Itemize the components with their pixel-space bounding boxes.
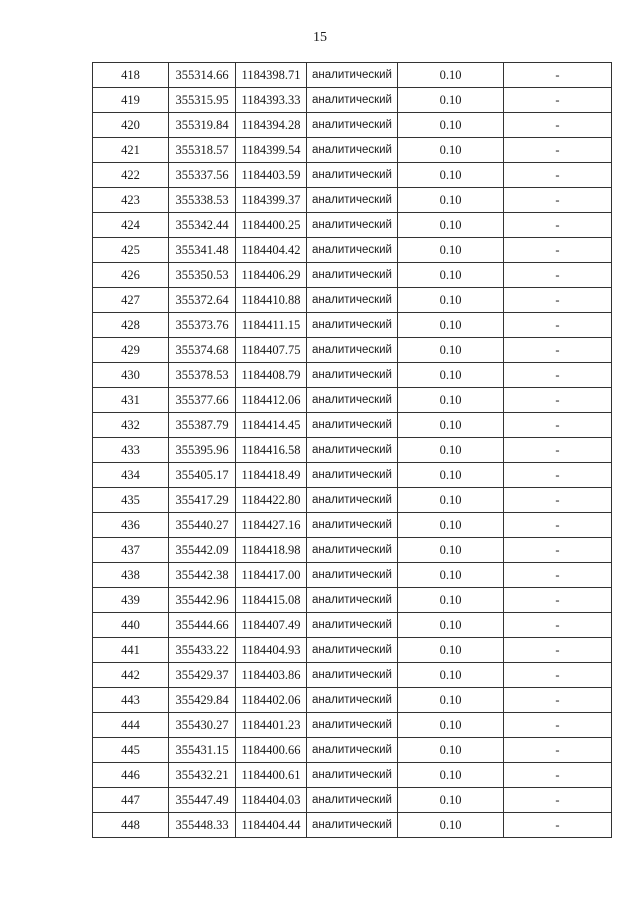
- method-cell: аналитический: [307, 238, 398, 263]
- accuracy-cell: 0.10: [398, 813, 504, 838]
- note-cell: -: [504, 813, 612, 838]
- table-row: [93, 138, 612, 163]
- y-coordinate-cell: 1184412.06: [236, 388, 307, 413]
- accuracy-cell: 0.10: [398, 513, 504, 538]
- table-row: [93, 388, 612, 413]
- accuracy-cell: 0.10: [398, 213, 504, 238]
- note-cell: -: [504, 613, 612, 638]
- note-cell: -: [504, 563, 612, 588]
- note-cell: -: [504, 588, 612, 613]
- note-cell: -: [504, 113, 612, 138]
- note-cell: -: [504, 438, 612, 463]
- y-coordinate-cell: 1184417.00: [236, 563, 307, 588]
- point-number-cell: 446: [93, 763, 169, 788]
- x-coordinate-cell: 355315.95: [169, 88, 236, 113]
- y-coordinate-cell: 1184404.42: [236, 238, 307, 263]
- accuracy-cell: 0.10: [398, 338, 504, 363]
- point-number-cell: 427: [93, 288, 169, 313]
- accuracy-cell: 0.10: [398, 788, 504, 813]
- y-coordinate-cell: 1184418.98: [236, 538, 307, 563]
- table-row: [93, 513, 612, 538]
- point-number-cell: 420: [93, 113, 169, 138]
- table-row: [93, 613, 612, 638]
- table-row: [93, 313, 612, 338]
- y-coordinate-cell: 1184427.16: [236, 513, 307, 538]
- method-cell: аналитический: [307, 588, 398, 613]
- y-coordinate-cell: 1184406.29: [236, 263, 307, 288]
- point-number-cell: 438: [93, 563, 169, 588]
- coordinates-table-body: [93, 63, 612, 838]
- point-number-cell: 437: [93, 538, 169, 563]
- x-coordinate-cell: 355444.66: [169, 613, 236, 638]
- point-number-cell: 431: [93, 388, 169, 413]
- note-cell: -: [504, 788, 612, 813]
- note-cell: -: [504, 413, 612, 438]
- y-coordinate-cell: 1184407.75: [236, 338, 307, 363]
- table-row: [93, 713, 612, 738]
- method-cell: аналитический: [307, 813, 398, 838]
- accuracy-cell: 0.10: [398, 238, 504, 263]
- accuracy-cell: 0.10: [398, 663, 504, 688]
- table-row: [93, 88, 612, 113]
- table-row: [93, 563, 612, 588]
- y-coordinate-cell: 1184404.03: [236, 788, 307, 813]
- table-row: [93, 688, 612, 713]
- y-coordinate-cell: 1184404.44: [236, 813, 307, 838]
- accuracy-cell: 0.10: [398, 438, 504, 463]
- y-coordinate-cell: 1184400.25: [236, 213, 307, 238]
- x-coordinate-cell: 355377.66: [169, 388, 236, 413]
- table-row: [93, 763, 612, 788]
- point-number-cell: 432: [93, 413, 169, 438]
- y-coordinate-cell: 1184415.08: [236, 588, 307, 613]
- x-coordinate-cell: 355342.44: [169, 213, 236, 238]
- method-cell: аналитический: [307, 613, 398, 638]
- note-cell: -: [504, 538, 612, 563]
- point-number-cell: 440: [93, 613, 169, 638]
- note-cell: -: [504, 513, 612, 538]
- x-coordinate-cell: 355433.22: [169, 638, 236, 663]
- accuracy-cell: 0.10: [398, 288, 504, 313]
- note-cell: -: [504, 213, 612, 238]
- note-cell: -: [504, 688, 612, 713]
- method-cell: аналитический: [307, 113, 398, 138]
- method-cell: аналитический: [307, 738, 398, 763]
- table-row: [93, 238, 612, 263]
- coordinates-table: [92, 62, 612, 838]
- y-coordinate-cell: 1184403.59: [236, 163, 307, 188]
- point-number-cell: 423: [93, 188, 169, 213]
- note-cell: -: [504, 188, 612, 213]
- table-row: [93, 813, 612, 838]
- table-row: [93, 663, 612, 688]
- accuracy-cell: 0.10: [398, 538, 504, 563]
- point-number-cell: 424: [93, 213, 169, 238]
- point-number-cell: 428: [93, 313, 169, 338]
- y-coordinate-cell: 1184402.06: [236, 688, 307, 713]
- table-row: [93, 363, 612, 388]
- accuracy-cell: 0.10: [398, 263, 504, 288]
- table-row: [93, 213, 612, 238]
- table-row: [93, 163, 612, 188]
- accuracy-cell: 0.10: [398, 638, 504, 663]
- point-number-cell: 422: [93, 163, 169, 188]
- x-coordinate-cell: 355372.64: [169, 288, 236, 313]
- point-number-cell: 447: [93, 788, 169, 813]
- note-cell: -: [504, 738, 612, 763]
- y-coordinate-cell: 1184411.15: [236, 313, 307, 338]
- x-coordinate-cell: 355338.53: [169, 188, 236, 213]
- table-row: [93, 463, 612, 488]
- table-row: [93, 288, 612, 313]
- point-number-cell: 429: [93, 338, 169, 363]
- method-cell: аналитический: [307, 488, 398, 513]
- accuracy-cell: 0.10: [398, 363, 504, 388]
- accuracy-cell: 0.10: [398, 388, 504, 413]
- y-coordinate-cell: 1184399.37: [236, 188, 307, 213]
- table-row: [93, 188, 612, 213]
- note-cell: -: [504, 488, 612, 513]
- point-number-cell: 441: [93, 638, 169, 663]
- point-number-cell: 435: [93, 488, 169, 513]
- table-row: [93, 638, 612, 663]
- point-number-cell: 436: [93, 513, 169, 538]
- x-coordinate-cell: 355395.96: [169, 438, 236, 463]
- x-coordinate-cell: 355442.96: [169, 588, 236, 613]
- method-cell: аналитический: [307, 63, 398, 88]
- y-coordinate-cell: 1184393.33: [236, 88, 307, 113]
- accuracy-cell: 0.10: [398, 163, 504, 188]
- note-cell: -: [504, 663, 612, 688]
- x-coordinate-cell: 355337.56: [169, 163, 236, 188]
- point-number-cell: 434: [93, 463, 169, 488]
- x-coordinate-cell: 355319.84: [169, 113, 236, 138]
- accuracy-cell: 0.10: [398, 763, 504, 788]
- accuracy-cell: 0.10: [398, 488, 504, 513]
- note-cell: -: [504, 238, 612, 263]
- point-number-cell: 445: [93, 738, 169, 763]
- page-number: 15: [313, 30, 327, 45]
- table-row: [93, 738, 612, 763]
- x-coordinate-cell: 355447.49: [169, 788, 236, 813]
- method-cell: аналитический: [307, 463, 398, 488]
- note-cell: -: [504, 313, 612, 338]
- point-number-cell: 421: [93, 138, 169, 163]
- x-coordinate-cell: 355373.76: [169, 313, 236, 338]
- accuracy-cell: 0.10: [398, 88, 504, 113]
- y-coordinate-cell: 1184410.88: [236, 288, 307, 313]
- note-cell: -: [504, 363, 612, 388]
- method-cell: аналитический: [307, 663, 398, 688]
- table-row: [93, 63, 612, 88]
- method-cell: аналитический: [307, 538, 398, 563]
- method-cell: аналитический: [307, 138, 398, 163]
- x-coordinate-cell: 355350.53: [169, 263, 236, 288]
- table-row: [93, 338, 612, 363]
- point-number-cell: 444: [93, 713, 169, 738]
- x-coordinate-cell: 355341.48: [169, 238, 236, 263]
- note-cell: -: [504, 263, 612, 288]
- accuracy-cell: 0.10: [398, 113, 504, 138]
- y-coordinate-cell: 1184408.79: [236, 363, 307, 388]
- method-cell: аналитический: [307, 213, 398, 238]
- accuracy-cell: 0.10: [398, 563, 504, 588]
- y-coordinate-cell: 1184416.58: [236, 438, 307, 463]
- accuracy-cell: 0.10: [398, 188, 504, 213]
- y-coordinate-cell: 1184399.54: [236, 138, 307, 163]
- method-cell: аналитический: [307, 413, 398, 438]
- accuracy-cell: 0.10: [398, 138, 504, 163]
- accuracy-cell: 0.10: [398, 713, 504, 738]
- method-cell: аналитический: [307, 288, 398, 313]
- x-coordinate-cell: 355378.53: [169, 363, 236, 388]
- y-coordinate-cell: 1184414.45: [236, 413, 307, 438]
- x-coordinate-cell: 355374.68: [169, 338, 236, 363]
- method-cell: аналитический: [307, 263, 398, 288]
- method-cell: аналитический: [307, 438, 398, 463]
- x-coordinate-cell: 355448.33: [169, 813, 236, 838]
- table-row: [93, 488, 612, 513]
- x-coordinate-cell: 355431.15: [169, 738, 236, 763]
- table-row: [93, 413, 612, 438]
- point-number-cell: 430: [93, 363, 169, 388]
- method-cell: аналитический: [307, 763, 398, 788]
- accuracy-cell: 0.10: [398, 463, 504, 488]
- method-cell: аналитический: [307, 563, 398, 588]
- method-cell: аналитический: [307, 513, 398, 538]
- point-number-cell: 442: [93, 663, 169, 688]
- point-number-cell: 443: [93, 688, 169, 713]
- y-coordinate-cell: 1184418.49: [236, 463, 307, 488]
- x-coordinate-cell: 355405.17: [169, 463, 236, 488]
- note-cell: -: [504, 638, 612, 663]
- point-number-cell: 419: [93, 88, 169, 113]
- point-number-cell: 425: [93, 238, 169, 263]
- note-cell: -: [504, 713, 612, 738]
- y-coordinate-cell: 1184400.66: [236, 738, 307, 763]
- method-cell: аналитический: [307, 88, 398, 113]
- method-cell: аналитический: [307, 688, 398, 713]
- note-cell: -: [504, 463, 612, 488]
- method-cell: аналитический: [307, 363, 398, 388]
- method-cell: аналитический: [307, 338, 398, 363]
- accuracy-cell: 0.10: [398, 688, 504, 713]
- note-cell: -: [504, 138, 612, 163]
- note-cell: -: [504, 388, 612, 413]
- method-cell: аналитический: [307, 788, 398, 813]
- method-cell: аналитический: [307, 188, 398, 213]
- point-number-cell: 426: [93, 263, 169, 288]
- accuracy-cell: 0.10: [398, 738, 504, 763]
- note-cell: -: [504, 288, 612, 313]
- y-coordinate-cell: 1184422.80: [236, 488, 307, 513]
- table-row: [93, 438, 612, 463]
- x-coordinate-cell: 355432.21: [169, 763, 236, 788]
- x-coordinate-cell: 355442.09: [169, 538, 236, 563]
- y-coordinate-cell: 1184398.71: [236, 63, 307, 88]
- accuracy-cell: 0.10: [398, 413, 504, 438]
- table-row: [93, 588, 612, 613]
- x-coordinate-cell: 355430.27: [169, 713, 236, 738]
- point-number-cell: 418: [93, 63, 169, 88]
- x-coordinate-cell: 355387.79: [169, 413, 236, 438]
- x-coordinate-cell: 355314.66: [169, 63, 236, 88]
- accuracy-cell: 0.10: [398, 588, 504, 613]
- y-coordinate-cell: 1184403.86: [236, 663, 307, 688]
- method-cell: аналитический: [307, 313, 398, 338]
- point-number-cell: 433: [93, 438, 169, 463]
- note-cell: -: [504, 88, 612, 113]
- x-coordinate-cell: 355440.27: [169, 513, 236, 538]
- x-coordinate-cell: 355442.38: [169, 563, 236, 588]
- table-row: [93, 788, 612, 813]
- accuracy-cell: 0.10: [398, 63, 504, 88]
- note-cell: -: [504, 338, 612, 363]
- note-cell: -: [504, 63, 612, 88]
- y-coordinate-cell: 1184394.28: [236, 113, 307, 138]
- method-cell: аналитический: [307, 388, 398, 413]
- y-coordinate-cell: 1184407.49: [236, 613, 307, 638]
- table-row: [93, 263, 612, 288]
- method-cell: аналитический: [307, 713, 398, 738]
- y-coordinate-cell: 1184404.93: [236, 638, 307, 663]
- x-coordinate-cell: 355429.37: [169, 663, 236, 688]
- x-coordinate-cell: 355417.29: [169, 488, 236, 513]
- y-coordinate-cell: 1184400.61: [236, 763, 307, 788]
- point-number-cell: 439: [93, 588, 169, 613]
- accuracy-cell: 0.10: [398, 313, 504, 338]
- y-coordinate-cell: 1184401.23: [236, 713, 307, 738]
- x-coordinate-cell: 355429.84: [169, 688, 236, 713]
- method-cell: аналитический: [307, 638, 398, 663]
- point-number-cell: 448: [93, 813, 169, 838]
- note-cell: -: [504, 763, 612, 788]
- note-cell: -: [504, 163, 612, 188]
- method-cell: аналитический: [307, 163, 398, 188]
- table-row: [93, 113, 612, 138]
- table-row: [93, 538, 612, 563]
- x-coordinate-cell: 355318.57: [169, 138, 236, 163]
- accuracy-cell: 0.10: [398, 613, 504, 638]
